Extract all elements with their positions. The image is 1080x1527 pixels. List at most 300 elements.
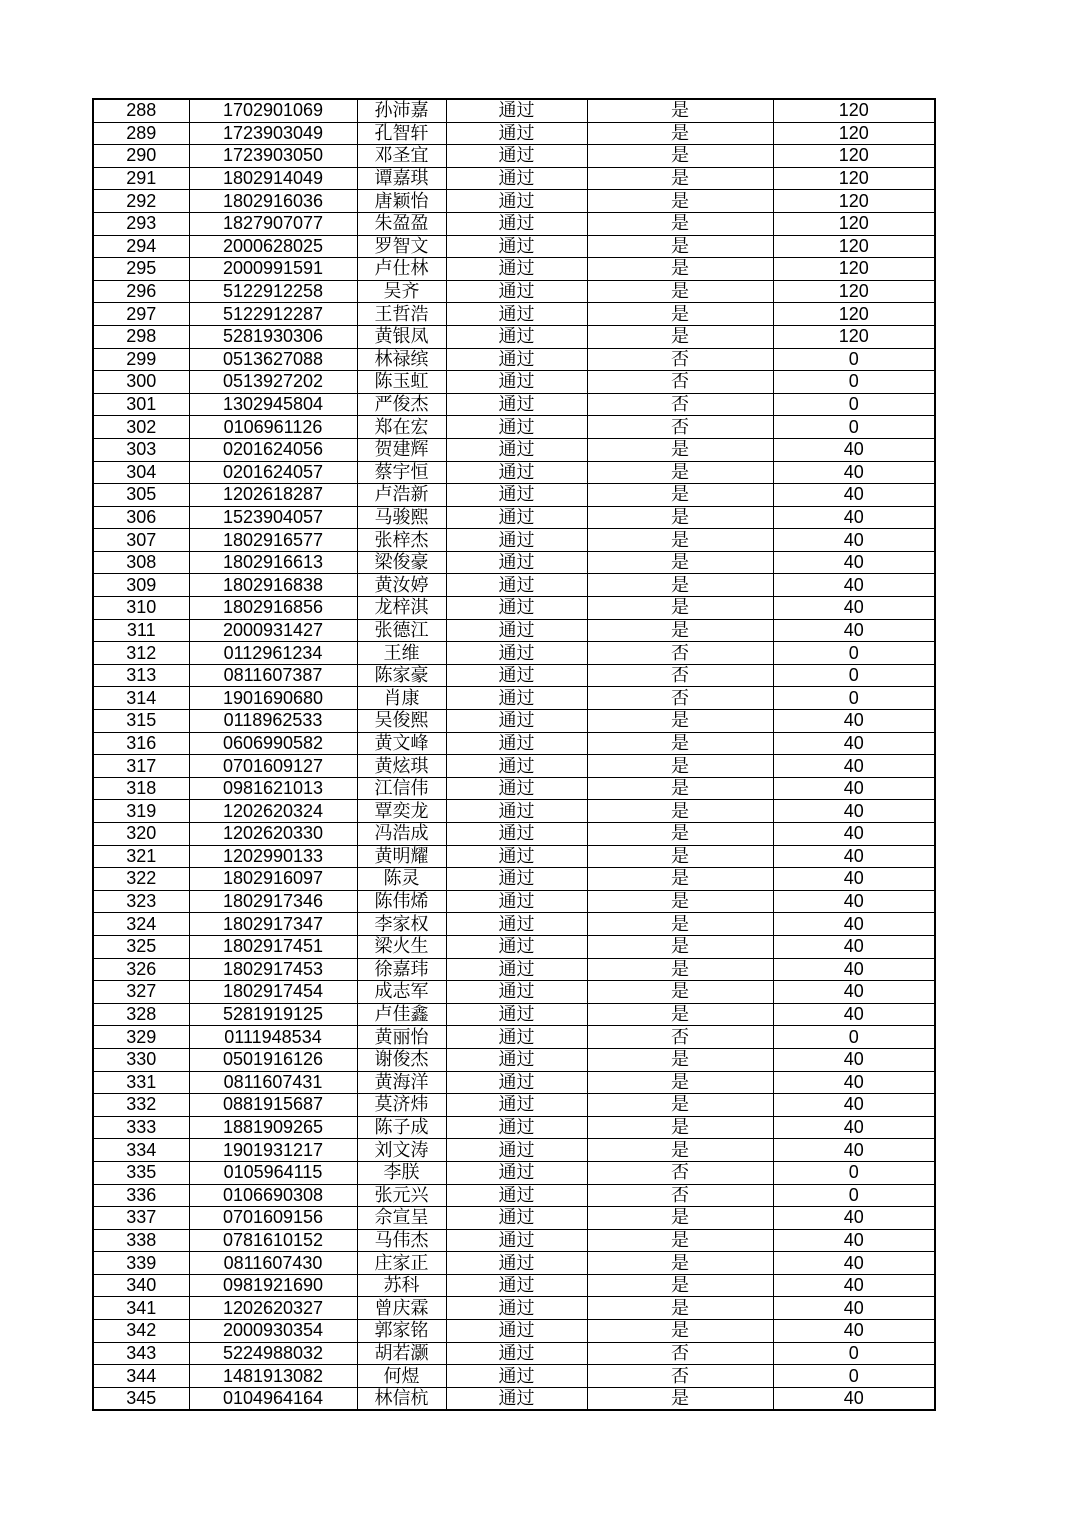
student-id-cell: 1723903049 <box>189 122 357 145</box>
seq-number-cell: 300 <box>93 371 189 394</box>
table-row <box>93 823 935 846</box>
name-cell: 龙梓淇 <box>357 597 446 620</box>
student-id-cell: 0111948534 <box>189 1026 357 1049</box>
name-cell: 李朕 <box>357 1161 446 1184</box>
table-body <box>93 99 935 1410</box>
student-id-cell: 1901931217 <box>189 1139 357 1162</box>
hours-cell: 40 <box>773 574 935 597</box>
eligible-cell: 是 <box>587 461 773 484</box>
hours-cell: 40 <box>773 597 935 620</box>
student-id-cell: 0201624056 <box>189 438 357 461</box>
seq-number-cell: 316 <box>93 732 189 755</box>
student-id-cell: 1802916856 <box>189 597 357 620</box>
table-row <box>93 777 935 800</box>
seq-number-cell: 309 <box>93 574 189 597</box>
name-cell: 王哲浩 <box>357 303 446 326</box>
name-cell: 卢仕林 <box>357 258 446 281</box>
eligible-cell: 是 <box>587 1274 773 1297</box>
hours-cell: 40 <box>773 845 935 868</box>
result-cell: 通过 <box>446 1297 587 1320</box>
table-row <box>93 551 935 574</box>
eligible-cell: 是 <box>587 1071 773 1094</box>
eligible-cell: 否 <box>587 642 773 665</box>
name-cell: 陈家豪 <box>357 664 446 687</box>
name-cell: 黄文峰 <box>357 732 446 755</box>
name-cell: 何煜 <box>357 1365 446 1388</box>
student-id-cell: 0981621013 <box>189 777 357 800</box>
hours-cell: 40 <box>773 1274 935 1297</box>
student-id-cell: 1202620324 <box>189 800 357 823</box>
eligible-cell: 是 <box>587 800 773 823</box>
seq-number-cell: 328 <box>93 1003 189 1026</box>
eligible-cell: 否 <box>587 1184 773 1207</box>
eligible-cell: 是 <box>587 506 773 529</box>
result-cell: 通过 <box>446 687 587 710</box>
seq-number-cell: 344 <box>93 1365 189 1388</box>
eligible-cell: 否 <box>587 1342 773 1365</box>
hours-cell: 0 <box>773 664 935 687</box>
name-cell: 孙沛嘉 <box>357 99 446 122</box>
seq-number-cell: 317 <box>93 755 189 778</box>
table-row <box>93 1071 935 1094</box>
eligible-cell: 是 <box>587 823 773 846</box>
seq-number-cell: 315 <box>93 710 189 733</box>
table-row <box>93 325 935 348</box>
eligible-cell: 是 <box>587 325 773 348</box>
table-row <box>93 1094 935 1117</box>
eligible-cell: 是 <box>587 280 773 303</box>
student-id-cell: 0104964164 <box>189 1387 357 1410</box>
result-cell: 通过 <box>446 1252 587 1275</box>
seq-number-cell: 307 <box>93 529 189 552</box>
table-row <box>93 1252 935 1275</box>
result-cell: 通过 <box>446 1094 587 1117</box>
seq-number-cell: 342 <box>93 1320 189 1343</box>
seq-number-cell: 313 <box>93 664 189 687</box>
hours-cell: 40 <box>773 913 935 936</box>
hours-cell: 0 <box>773 348 935 371</box>
student-id-cell: 0701609156 <box>189 1207 357 1230</box>
result-cell: 通过 <box>446 258 587 281</box>
name-cell: 徐嘉玮 <box>357 958 446 981</box>
hours-cell: 40 <box>773 710 935 733</box>
result-cell: 通过 <box>446 122 587 145</box>
hours-cell: 0 <box>773 1184 935 1207</box>
name-cell: 林禄缤 <box>357 348 446 371</box>
table-row <box>93 484 935 507</box>
hours-cell: 40 <box>773 484 935 507</box>
result-cell: 通过 <box>446 890 587 913</box>
student-id-cell: 5281919125 <box>189 1003 357 1026</box>
name-cell: 罗智文 <box>357 235 446 258</box>
seq-number-cell: 332 <box>93 1094 189 1117</box>
table-row <box>93 1207 935 1230</box>
hours-cell: 120 <box>773 99 935 122</box>
result-cell: 通过 <box>446 1387 587 1410</box>
student-id-cell: 0201624057 <box>189 461 357 484</box>
student-id-cell: 1723903050 <box>189 145 357 168</box>
hours-cell: 40 <box>773 1071 935 1094</box>
eligible-cell: 是 <box>587 868 773 891</box>
table-row <box>93 506 935 529</box>
table-row <box>93 845 935 868</box>
result-cell: 通过 <box>446 664 587 687</box>
hours-cell: 40 <box>773 1252 935 1275</box>
student-id-cell: 1302945804 <box>189 393 357 416</box>
table-row <box>93 190 935 213</box>
table-row <box>93 890 935 913</box>
hours-cell: 40 <box>773 1003 935 1026</box>
hours-cell: 0 <box>773 371 935 394</box>
name-cell: 谭嘉琪 <box>357 167 446 190</box>
seq-number-cell: 293 <box>93 212 189 235</box>
table-row <box>93 800 935 823</box>
hours-cell: 40 <box>773 1094 935 1117</box>
eligible-cell: 是 <box>587 1207 773 1230</box>
student-id-cell: 1901690680 <box>189 687 357 710</box>
eligible-cell: 是 <box>587 1094 773 1117</box>
table-row <box>93 235 935 258</box>
eligible-cell: 是 <box>587 1387 773 1410</box>
hours-cell: 40 <box>773 732 935 755</box>
seq-number-cell: 310 <box>93 597 189 620</box>
result-cell: 通过 <box>446 461 587 484</box>
hours-cell: 120 <box>773 258 935 281</box>
name-cell: 梁火生 <box>357 935 446 958</box>
hours-cell: 40 <box>773 529 935 552</box>
eligible-cell: 是 <box>587 1229 773 1252</box>
eligible-cell: 是 <box>587 190 773 213</box>
seq-number-cell: 294 <box>93 235 189 258</box>
eligible-cell: 是 <box>587 212 773 235</box>
name-cell: 莫济炜 <box>357 1094 446 1117</box>
student-id-cell: 1802917451 <box>189 935 357 958</box>
table-row <box>93 212 935 235</box>
result-cell: 通过 <box>446 1229 587 1252</box>
seq-number-cell: 324 <box>93 913 189 936</box>
name-cell: 马骏熙 <box>357 506 446 529</box>
seq-number-cell: 312 <box>93 642 189 665</box>
table-row <box>93 1297 935 1320</box>
hours-cell: 120 <box>773 280 935 303</box>
result-cell: 通过 <box>446 1071 587 1094</box>
seq-number-cell: 299 <box>93 348 189 371</box>
eligible-cell: 是 <box>587 1116 773 1139</box>
seq-number-cell: 297 <box>93 303 189 326</box>
eligible-cell: 是 <box>587 258 773 281</box>
result-cell: 通过 <box>446 574 587 597</box>
result-cell: 通过 <box>446 506 587 529</box>
name-cell: 郑在宏 <box>357 416 446 439</box>
result-cell: 通过 <box>446 710 587 733</box>
student-id-cell: 2000931427 <box>189 619 357 642</box>
seq-number-cell: 338 <box>93 1229 189 1252</box>
student-id-cell: 0105964115 <box>189 1161 357 1184</box>
result-cell: 通过 <box>446 484 587 507</box>
table-row <box>93 710 935 733</box>
seq-number-cell: 326 <box>93 958 189 981</box>
seq-number-cell: 322 <box>93 868 189 891</box>
student-id-cell: 1802917346 <box>189 890 357 913</box>
name-cell: 胡若灏 <box>357 1342 446 1365</box>
name-cell: 张元兴 <box>357 1184 446 1207</box>
name-cell: 郭家铭 <box>357 1320 446 1343</box>
hours-cell: 120 <box>773 303 935 326</box>
hours-cell: 120 <box>773 325 935 348</box>
seq-number-cell: 343 <box>93 1342 189 1365</box>
result-cell: 通过 <box>446 619 587 642</box>
student-id-cell: 1802914049 <box>189 167 357 190</box>
student-id-cell: 5281930306 <box>189 325 357 348</box>
name-cell: 陈伟烯 <box>357 890 446 913</box>
result-cell: 通过 <box>446 823 587 846</box>
hours-cell: 120 <box>773 235 935 258</box>
hours-cell: 120 <box>773 212 935 235</box>
seq-number-cell: 334 <box>93 1139 189 1162</box>
hours-cell: 40 <box>773 755 935 778</box>
result-cell: 通过 <box>446 303 587 326</box>
table-row <box>93 732 935 755</box>
name-cell: 苏科 <box>357 1274 446 1297</box>
hours-cell: 120 <box>773 190 935 213</box>
result-cell: 通过 <box>446 777 587 800</box>
result-cell: 通过 <box>446 868 587 891</box>
hours-cell: 40 <box>773 1116 935 1139</box>
name-cell: 邓圣宜 <box>357 145 446 168</box>
name-cell: 林信杭 <box>357 1387 446 1410</box>
name-cell: 成志军 <box>357 981 446 1004</box>
name-cell: 王维 <box>357 642 446 665</box>
student-id-cell: 1802917347 <box>189 913 357 936</box>
student-id-cell: 0811607387 <box>189 664 357 687</box>
eligible-cell: 否 <box>587 371 773 394</box>
hours-cell: 40 <box>773 800 935 823</box>
student-id-cell: 1802916036 <box>189 190 357 213</box>
eligible-cell: 否 <box>587 348 773 371</box>
result-cell: 通过 <box>446 1026 587 1049</box>
hours-cell: 40 <box>773 506 935 529</box>
hours-cell: 40 <box>773 551 935 574</box>
seq-number-cell: 304 <box>93 461 189 484</box>
result-cell: 通过 <box>446 416 587 439</box>
student-id-cell: 0781610152 <box>189 1229 357 1252</box>
result-cell: 通过 <box>446 325 587 348</box>
table-row <box>93 755 935 778</box>
table-row <box>93 280 935 303</box>
table-row <box>93 664 935 687</box>
table-row <box>93 99 935 122</box>
name-cell: 覃奕龙 <box>357 800 446 823</box>
eligible-cell: 否 <box>587 393 773 416</box>
name-cell: 谢俊杰 <box>357 1048 446 1071</box>
hours-cell: 40 <box>773 868 935 891</box>
student-id-cell: 2000628025 <box>189 235 357 258</box>
eligible-cell: 是 <box>587 913 773 936</box>
student-id-cell: 2000991591 <box>189 258 357 281</box>
student-id-cell: 1702901069 <box>189 99 357 122</box>
seq-number-cell: 318 <box>93 777 189 800</box>
table-row <box>93 1320 935 1343</box>
table-row <box>93 1026 935 1049</box>
table-row <box>93 1342 935 1365</box>
student-id-cell: 0811607431 <box>189 1071 357 1094</box>
student-id-cell: 1523904057 <box>189 506 357 529</box>
seq-number-cell: 331 <box>93 1071 189 1094</box>
seq-number-cell: 292 <box>93 190 189 213</box>
name-cell: 江信伟 <box>357 777 446 800</box>
result-cell: 通过 <box>446 1116 587 1139</box>
name-cell: 吴俊熙 <box>357 710 446 733</box>
eligible-cell: 是 <box>587 1297 773 1320</box>
table-row <box>93 438 935 461</box>
name-cell: 张德江 <box>357 619 446 642</box>
student-id-cell: 0513627088 <box>189 348 357 371</box>
table-row <box>93 913 935 936</box>
name-cell: 卢佳鑫 <box>357 1003 446 1026</box>
table-row <box>93 1161 935 1184</box>
seq-number-cell: 325 <box>93 935 189 958</box>
seq-number-cell: 337 <box>93 1207 189 1230</box>
eligible-cell: 是 <box>587 484 773 507</box>
student-id-cell: 0606990582 <box>189 732 357 755</box>
name-cell: 严俊杰 <box>357 393 446 416</box>
result-cell: 通过 <box>446 438 587 461</box>
name-cell: 刘文涛 <box>357 1139 446 1162</box>
student-id-cell: 1202990133 <box>189 845 357 868</box>
hours-cell: 0 <box>773 1161 935 1184</box>
seq-number-cell: 329 <box>93 1026 189 1049</box>
eligible-cell: 是 <box>587 958 773 981</box>
result-cell: 通过 <box>446 1184 587 1207</box>
student-id-cell: 0118962533 <box>189 710 357 733</box>
result-cell: 通过 <box>446 145 587 168</box>
student-id-cell: 1881909265 <box>189 1116 357 1139</box>
result-cell: 通过 <box>446 935 587 958</box>
student-id-cell: 1802916577 <box>189 529 357 552</box>
seq-number-cell: 308 <box>93 551 189 574</box>
student-id-cell: 1481913082 <box>189 1365 357 1388</box>
hours-cell: 40 <box>773 461 935 484</box>
hours-cell: 0 <box>773 642 935 665</box>
result-cell: 通过 <box>446 280 587 303</box>
result-cell: 通过 <box>446 348 587 371</box>
name-cell: 庄家正 <box>357 1252 446 1275</box>
seq-number-cell: 306 <box>93 506 189 529</box>
name-cell: 黄银凤 <box>357 325 446 348</box>
eligible-cell: 否 <box>587 1026 773 1049</box>
name-cell: 佘宣呈 <box>357 1207 446 1230</box>
seq-number-cell: 319 <box>93 800 189 823</box>
hours-cell: 40 <box>773 1207 935 1230</box>
student-id-cell: 1202620330 <box>189 823 357 846</box>
table-row <box>93 529 935 552</box>
result-cell: 通过 <box>446 99 587 122</box>
eligible-cell: 是 <box>587 1320 773 1343</box>
name-cell: 贺建辉 <box>357 438 446 461</box>
result-cell: 通过 <box>446 732 587 755</box>
result-cell: 通过 <box>446 958 587 981</box>
table-row <box>93 258 935 281</box>
result-cell: 通过 <box>446 529 587 552</box>
eligible-cell: 是 <box>587 777 773 800</box>
table-row <box>93 1387 935 1410</box>
student-id-cell: 1827907077 <box>189 212 357 235</box>
result-cell: 通过 <box>446 235 587 258</box>
name-cell: 蔡宇恒 <box>357 461 446 484</box>
eligible-cell: 是 <box>587 1139 773 1162</box>
seq-number-cell: 330 <box>93 1048 189 1071</box>
hours-cell: 0 <box>773 1026 935 1049</box>
result-cell: 通过 <box>446 800 587 823</box>
table-row <box>93 167 935 190</box>
student-id-cell: 0106961126 <box>189 416 357 439</box>
seq-number-cell: 298 <box>93 325 189 348</box>
seq-number-cell: 335 <box>93 1161 189 1184</box>
table-row <box>93 597 935 620</box>
name-cell: 张梓杰 <box>357 529 446 552</box>
hours-cell: 120 <box>773 145 935 168</box>
hours-cell: 40 <box>773 935 935 958</box>
table-row <box>93 642 935 665</box>
table-row <box>93 1048 935 1071</box>
student-id-cell: 0513927202 <box>189 371 357 394</box>
result-cell: 通过 <box>446 393 587 416</box>
result-cell: 通过 <box>446 1365 587 1388</box>
eligible-cell: 是 <box>587 574 773 597</box>
hours-cell: 40 <box>773 1048 935 1071</box>
name-cell: 孔智轩 <box>357 122 446 145</box>
eligible-cell: 是 <box>587 145 773 168</box>
table-row <box>93 935 935 958</box>
hours-cell: 120 <box>773 122 935 145</box>
table-row <box>93 1229 935 1252</box>
result-cell: 通过 <box>446 1003 587 1026</box>
name-cell: 吴齐 <box>357 280 446 303</box>
hours-cell: 120 <box>773 167 935 190</box>
eligible-cell: 是 <box>587 551 773 574</box>
name-cell: 肖康 <box>357 687 446 710</box>
eligible-cell: 是 <box>587 167 773 190</box>
table-row <box>93 1116 935 1139</box>
student-id-cell: 5122912287 <box>189 303 357 326</box>
name-cell: 陈玉虹 <box>357 371 446 394</box>
seq-number-cell: 320 <box>93 823 189 846</box>
hours-cell: 40 <box>773 1297 935 1320</box>
result-cell: 通过 <box>446 1320 587 1343</box>
seq-number-cell: 314 <box>93 687 189 710</box>
name-cell: 黄汝婷 <box>357 574 446 597</box>
student-id-cell: 0981921690 <box>189 1274 357 1297</box>
table-row <box>93 371 935 394</box>
eligible-cell: 是 <box>587 935 773 958</box>
result-cell: 通过 <box>446 371 587 394</box>
table-row <box>93 303 935 326</box>
table-row <box>93 1003 935 1026</box>
student-id-cell: 1202618287 <box>189 484 357 507</box>
eligible-cell: 是 <box>587 1048 773 1071</box>
eligible-cell: 否 <box>587 687 773 710</box>
table-row <box>93 868 935 891</box>
seq-number-cell: 296 <box>93 280 189 303</box>
eligible-cell: 否 <box>587 1161 773 1184</box>
seq-number-cell: 339 <box>93 1252 189 1275</box>
name-cell: 卢浩新 <box>357 484 446 507</box>
table-row <box>93 416 935 439</box>
seq-number-cell: 323 <box>93 890 189 913</box>
data-table <box>92 98 936 1411</box>
seq-number-cell: 345 <box>93 1387 189 1410</box>
table-row <box>93 1139 935 1162</box>
